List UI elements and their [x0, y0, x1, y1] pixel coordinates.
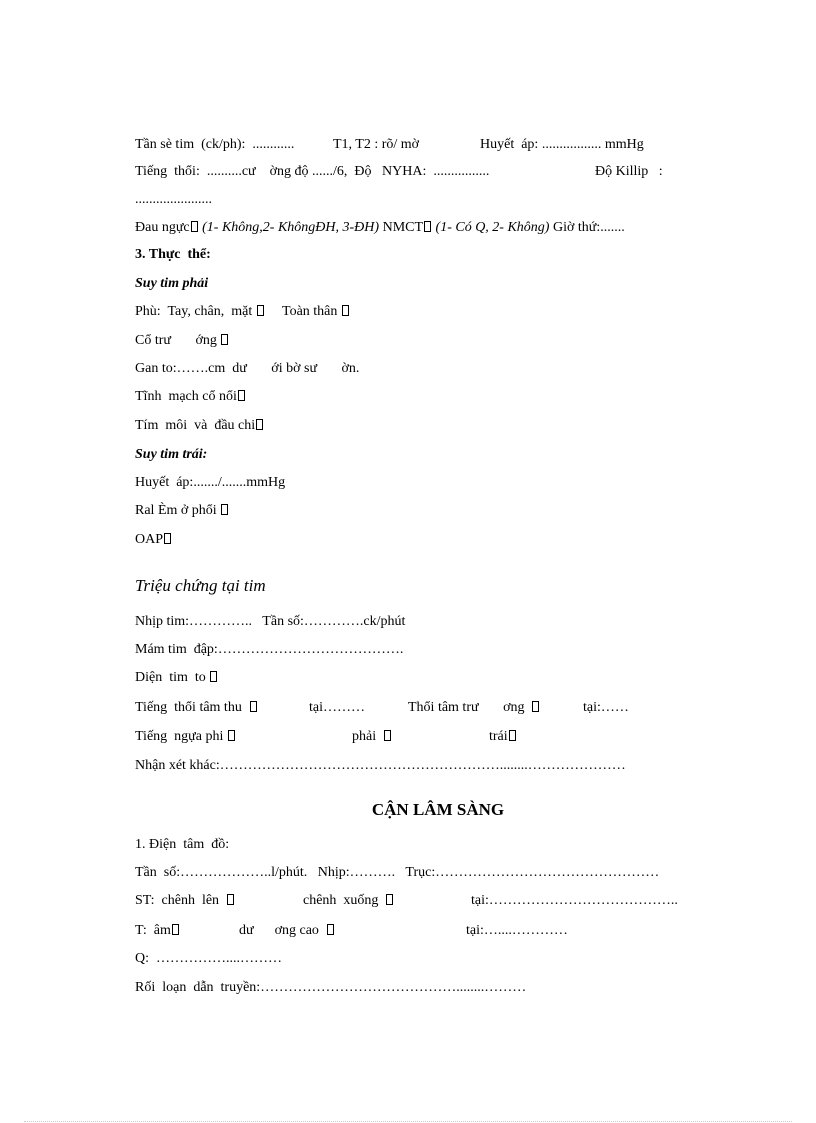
conduction-field[interactable]: Rối loạn dẫn truyền:……………………………………........……… [135, 980, 527, 995]
gallop-left: trái [489, 729, 517, 745]
q-wave-field[interactable]: Q: ……………....……… [135, 951, 282, 966]
left-heart-failure-title: Suy tim trái: [135, 447, 208, 462]
edema-line: Phù: Tay, chân, mặt Toàn thân [135, 304, 350, 320]
diastolic-murmur-line: Thổi tâm trư ơng [408, 700, 540, 716]
killip-field[interactable]: Độ Killip : [595, 164, 663, 179]
t-high-checkbox[interactable] [327, 924, 334, 935]
killip-dots[interactable]: ...................... [135, 192, 212, 207]
cardiomegaly-line: Diện tim to [135, 670, 218, 686]
diastolic-murmur-checkbox[interactable] [532, 701, 539, 712]
ecg-rate-field[interactable]: Tần số:………………..l/phút. Nhịp:………. Trục:………………………………………… [135, 865, 660, 880]
page-footer-divider [24, 1121, 792, 1122]
st-location[interactable]: tại:………………………………….. [471, 893, 678, 908]
edema-limbs-checkbox[interactable] [257, 305, 264, 316]
mi-checkbox[interactable] [424, 221, 431, 232]
other-remarks-field[interactable]: Nhận xét khác:……………………………………………………........………………… [135, 758, 626, 773]
gallop-line: Tiếng ngựa phi [135, 729, 236, 745]
murmur-field[interactable]: Tiếng thổi: ..........cư ờng độ ....../6, Độ NYHA: ................ [135, 164, 490, 179]
st-up-line: ST: chênh lên [135, 893, 235, 909]
systolic-location[interactable]: tại……… [309, 700, 365, 715]
systolic-murmur-checkbox[interactable] [250, 701, 257, 712]
systolic-murmur-line: Tiếng thổi tâm thu [135, 700, 258, 716]
rhythm-field[interactable]: Nhịp tim:………….. Tần số:………….ck/phút [135, 614, 406, 629]
section-title-physical: 3. Thực thể: [135, 247, 211, 262]
jvd-line: Cổ trư ớng [135, 333, 229, 349]
gallop-left-checkbox[interactable] [509, 730, 516, 741]
oap-checkbox[interactable] [164, 533, 171, 544]
hepatomegaly-field[interactable]: Gan to:…….cm dư ới bờ sư ờn. [135, 361, 360, 376]
st-up-checkbox[interactable] [227, 894, 234, 905]
chest-pain-checkbox[interactable] [191, 221, 198, 232]
t-negative-line: T: âm [135, 923, 180, 939]
diastolic-location[interactable]: tại:…… [583, 700, 629, 715]
rales-checkbox[interactable] [221, 504, 228, 515]
t-high-line: dư ơng cao [239, 923, 335, 939]
right-heart-failure-title: Suy tim phải [135, 276, 209, 291]
st-down-line: chênh xuống [303, 893, 394, 909]
ascites-checkbox[interactable] [221, 334, 228, 345]
ecg-title: 1. Điện tâm đồ: [135, 837, 230, 852]
heart-symptoms-title: Triệu chứng tại tim [135, 576, 266, 595]
rales-line: Ral Èm ở phổi [135, 503, 229, 519]
heart-rate-field[interactable]: Tần sè tim (ck/ph): ............ [135, 137, 295, 152]
jugular-line: Tĩnh mạch cổ nổi [135, 389, 246, 405]
st-down-checkbox[interactable] [386, 894, 393, 905]
t-location[interactable]: tại:…....………… [466, 923, 568, 938]
chest-pain-line: Đau ngực (1- Không,2- KhôngĐH, 3-ĐH) NMCT (1- Có Q, 2- Không) Giờ thứ:....... [135, 220, 625, 235]
cyanosis-checkbox[interactable] [256, 419, 263, 430]
gallop-right-checkbox[interactable] [384, 730, 391, 741]
gallop-checkbox[interactable] [228, 730, 235, 741]
left-bp-field[interactable]: Huyết áp:......./.......mmHg [135, 475, 286, 490]
jugular-checkbox[interactable] [238, 390, 245, 401]
apex-field[interactable]: Mám tim đập:…………………………………. [135, 642, 404, 657]
t1-t2-field[interactable]: T1, T2 : rõ/ mờ [333, 137, 420, 152]
t-negative-checkbox[interactable] [172, 924, 179, 935]
oap-line: OAP [135, 532, 172, 548]
cardiomegaly-checkbox[interactable] [210, 671, 217, 682]
blood-pressure-field[interactable]: Huyết áp: ................. mmHg [480, 137, 644, 152]
cyanosis-line: Tím môi và đầu chi [135, 418, 264, 434]
edema-total-checkbox[interactable] [342, 305, 349, 316]
lab-heading: CẬN LÂM SÀNG [371, 800, 505, 819]
gallop-right: phải [352, 729, 392, 745]
